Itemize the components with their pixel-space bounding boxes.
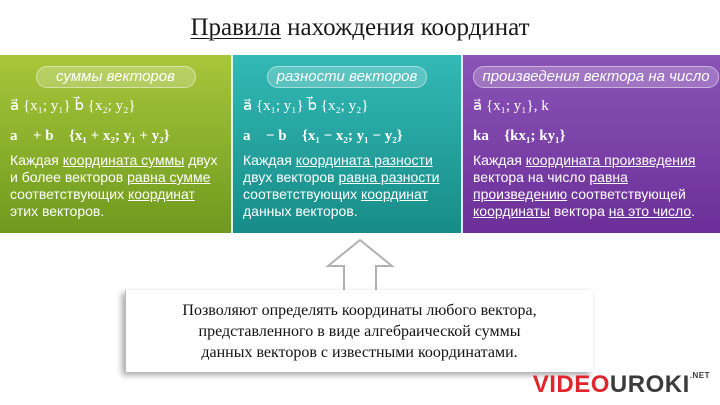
rules-panels	[0, 55, 720, 233]
slide-title	[0, 14, 720, 42]
desc-text: этих векторов.	[10, 203, 105, 219]
logo-suffix: .NET	[689, 371, 710, 380]
formula-vectors: a⃗ {x₁; y₁}, k	[473, 98, 549, 114]
underlined-term: координата суммы	[62, 152, 185, 168]
formula-result: a⃗ − b⃗ {x₁ − x₂; y₁ − y₂}	[243, 128, 403, 144]
panel-heading: суммы векторов	[36, 66, 196, 88]
desc-text: вектора	[550, 203, 609, 219]
formula-vectors: a⃗ {x₁; y₁} b⃗ {x₂; y₂}	[10, 98, 136, 114]
formula-result: a⃗ + b⃗ {x₁ + x₂; y₁ + y₂}	[10, 128, 170, 144]
desc-text: вектора на число	[473, 169, 590, 185]
desc-text: Каждая	[10, 152, 63, 168]
underlined-term: координата разности	[295, 152, 433, 168]
desc-text: двух векторов	[243, 169, 339, 185]
note-line: Позволяют определять координаты любого вектора,	[182, 302, 537, 319]
desc-text: соответствующих	[243, 186, 361, 202]
underlined-term: равна произведению	[473, 169, 628, 202]
rule-description	[473, 152, 710, 220]
desc-text: Каждая	[243, 152, 296, 168]
underlined-term: координаты	[473, 203, 550, 219]
panel-heading: произведения вектора на число	[473, 66, 719, 88]
desc-text: соответствующих	[10, 186, 128, 202]
panel-product	[461, 55, 720, 233]
rule-description	[10, 152, 221, 220]
formula-result: ka⃗ {kx₁; ky₁}	[473, 128, 566, 144]
underlined-term: равна разности	[338, 169, 440, 185]
underlined-term: координата произведения	[525, 152, 696, 168]
underlined-term: координат	[127, 186, 195, 202]
desc-text: Каждая	[473, 152, 526, 168]
desc-text: двух и более векторов	[10, 152, 218, 185]
title-underlined: Правила	[190, 14, 281, 41]
note-box	[125, 290, 593, 372]
logo-rest: UROKI	[609, 371, 690, 398]
panel-heading: разности векторов	[267, 66, 427, 88]
formula-vectors: a⃗ {x₁; y₁} b⃗ {x₂; y₂}	[243, 98, 369, 114]
underlined-term: равна сумме	[127, 169, 211, 185]
panel-sum	[0, 55, 231, 233]
underlined-term: координат	[360, 186, 428, 202]
desc-text: .	[691, 203, 696, 219]
up-arrow-icon	[326, 238, 394, 294]
rule-description	[243, 152, 451, 220]
note-line: данных векторов с известными координатами.	[201, 344, 518, 361]
desc-text: данных векторов.	[243, 203, 358, 219]
videouroki-logo	[533, 371, 710, 399]
underlined-term: на это число	[608, 203, 692, 219]
title-rest: нахождения координат	[280, 14, 530, 41]
note-text	[126, 300, 593, 363]
panel-difference	[231, 55, 461, 233]
logo-red-part: VIDEO	[532, 371, 610, 398]
note-line: представленного в виде алгебраической суммы	[198, 323, 521, 340]
desc-text: соответствующей	[567, 186, 686, 202]
